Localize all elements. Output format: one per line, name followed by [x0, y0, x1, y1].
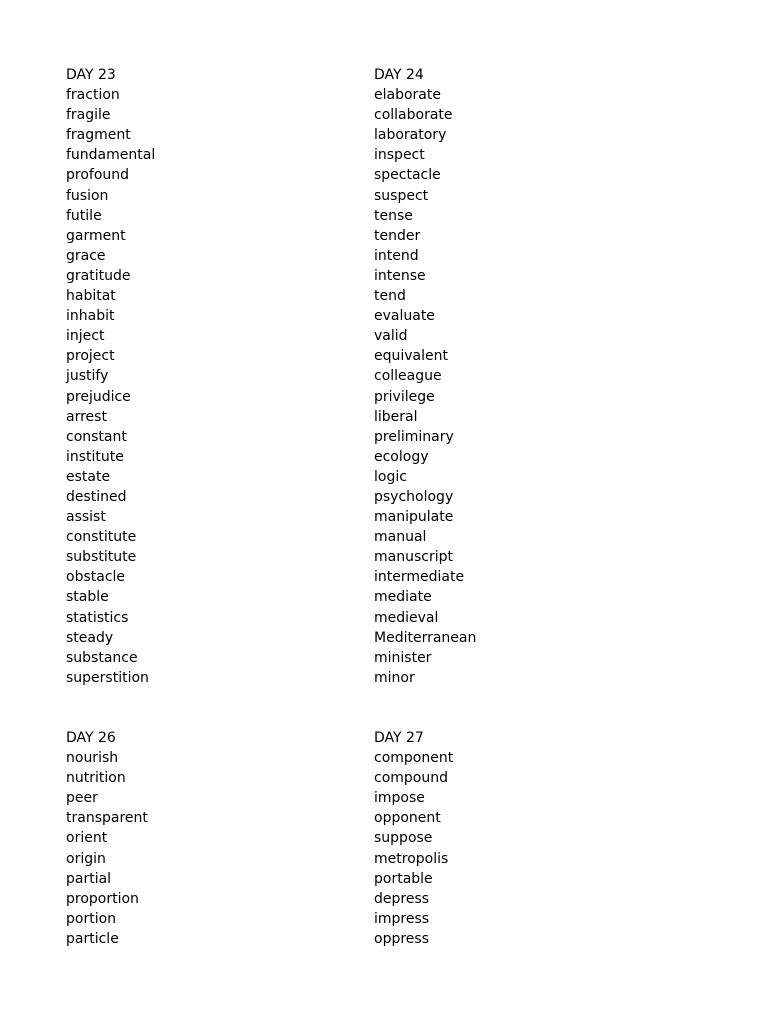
vocab-meaning — [528, 487, 682, 507]
vocab-word: fusion — [66, 187, 109, 204]
vocab-row — [374, 527, 682, 547]
vocab-word: prejudice — [66, 388, 131, 405]
vocab-word: suppose — [374, 830, 433, 847]
vocab-meaning — [528, 467, 682, 487]
vocab-meaning — [528, 527, 682, 547]
vocab-row — [374, 828, 682, 848]
vocab-row — [374, 145, 682, 165]
vocab-row — [66, 366, 374, 386]
vocab-word: compound — [374, 770, 448, 787]
vocab-row — [374, 929, 682, 949]
vocab-meaning — [528, 748, 682, 768]
vocab-word: constant — [66, 428, 127, 445]
vocab-word: statistics — [66, 609, 129, 626]
vocab-row — [66, 648, 374, 668]
vocab-row — [66, 608, 374, 628]
vocab-word: substitute — [66, 549, 137, 566]
vocab-meaning — [220, 226, 374, 246]
vocab-row — [374, 587, 682, 607]
vocab-meaning — [220, 808, 374, 828]
vocab-word: particle — [66, 930, 119, 947]
vocab-word: inspect — [374, 147, 425, 164]
vocab-row — [374, 206, 682, 226]
vocab-meaning — [220, 206, 374, 226]
day-24-section — [374, 65, 682, 688]
vocab-word: superstition — [66, 669, 149, 686]
vocab-row — [374, 889, 682, 909]
vocab-word: garment — [66, 227, 126, 244]
vocab-word: minor — [374, 669, 415, 686]
vocab-meaning — [220, 366, 374, 386]
vocab-meaning — [528, 346, 682, 366]
vocab-meaning — [528, 849, 682, 869]
vocab-row — [66, 889, 374, 909]
vocab-row — [374, 547, 682, 567]
vocab-meaning — [220, 346, 374, 366]
vocab-row — [66, 186, 374, 206]
vocab-row — [374, 447, 682, 467]
vocab-meaning — [220, 567, 374, 587]
section-title: DAY 24 — [374, 67, 424, 83]
vocab-word: oppress — [374, 930, 429, 947]
vocab-row — [66, 427, 374, 447]
vocab-row — [374, 628, 682, 648]
vocab-row — [66, 828, 374, 848]
vocab-word: impose — [374, 790, 425, 807]
vocab-row — [374, 487, 682, 507]
vocab-word: constitute — [66, 529, 137, 546]
vocab-word: destined — [66, 488, 127, 505]
vocab-word: stable — [66, 589, 109, 606]
vocab-row — [66, 587, 374, 607]
vocab-meaning — [528, 447, 682, 467]
vocab-meaning — [220, 145, 374, 165]
vocab-row — [66, 266, 374, 286]
vocab-word: laboratory — [374, 127, 447, 144]
vocab-meaning — [528, 366, 682, 386]
vocab-meaning — [528, 869, 682, 889]
vocab-meaning — [528, 788, 682, 808]
vocab-word: inject — [66, 328, 105, 345]
vocab-meaning — [528, 768, 682, 788]
vocab-row — [374, 427, 682, 447]
vocab-meaning — [220, 648, 374, 668]
vocab-meaning — [220, 768, 374, 788]
vocab-word: manual — [374, 529, 427, 546]
vocab-row — [374, 85, 682, 105]
vocab-meaning — [528, 165, 682, 185]
vocab-row — [374, 387, 682, 407]
vocab-row — [374, 608, 682, 628]
vocab-row — [374, 467, 682, 487]
vocab-row — [66, 306, 374, 326]
vocab-row — [374, 165, 682, 185]
vocab-word: depress — [374, 890, 430, 907]
vocab-row — [374, 648, 682, 668]
vocab-word: manuscript — [374, 549, 453, 566]
vocab-row — [374, 788, 682, 808]
vocab-row — [66, 487, 374, 507]
vocab-word: intense — [374, 267, 426, 284]
vocab-meaning — [220, 788, 374, 808]
vocab-row — [66, 849, 374, 869]
vocab-word: habitat — [66, 288, 116, 305]
vocab-word: liberal — [374, 408, 418, 425]
vocab-meaning — [528, 889, 682, 909]
vocab-word: grace — [66, 247, 106, 264]
vocab-word: minister — [374, 649, 432, 666]
vocab-word: assist — [66, 509, 106, 526]
vocab-meaning — [220, 527, 374, 547]
vocab-meaning — [528, 206, 682, 226]
vocab-row — [66, 507, 374, 527]
vocab-word: justify — [66, 368, 109, 385]
vocab-word: ecology — [374, 448, 429, 465]
vocab-meaning — [220, 266, 374, 286]
vocab-row — [374, 567, 682, 587]
vocab-meaning — [220, 246, 374, 266]
vocab-word: nutrition — [66, 770, 126, 787]
vocab-meaning — [220, 85, 374, 105]
vocab-row — [66, 909, 374, 929]
vocab-row — [66, 768, 374, 788]
vocab-row — [374, 306, 682, 326]
vocab-word: fundamental — [66, 147, 156, 164]
section-title: DAY 23 — [66, 67, 116, 83]
vocab-meaning — [220, 286, 374, 306]
vocab-meaning — [220, 869, 374, 889]
vocab-meaning — [528, 929, 682, 949]
vocab-row — [66, 929, 374, 949]
vocab-word: fragment — [66, 127, 131, 144]
vocab-word: portion — [66, 910, 117, 927]
vocab-meaning — [528, 668, 682, 688]
vocab-row — [374, 346, 682, 366]
vocab-meaning — [528, 266, 682, 286]
vocab-word: Mediterranean — [374, 629, 477, 646]
vocab-meaning — [220, 105, 374, 125]
vocab-meaning — [220, 849, 374, 869]
vocab-row — [66, 527, 374, 547]
vocab-row — [66, 668, 374, 688]
vocab-meaning — [528, 808, 682, 828]
vocab-row — [66, 326, 374, 346]
vocab-word: inhabit — [66, 308, 115, 325]
vocab-row — [66, 85, 374, 105]
vocab-row — [66, 628, 374, 648]
vocab-meaning — [528, 226, 682, 246]
vocab-row — [374, 246, 682, 266]
vocab-row — [374, 507, 682, 527]
vocab-row — [374, 326, 682, 346]
section-title: DAY 26 — [66, 730, 116, 746]
vocab-word: mediate — [374, 589, 432, 606]
vocab-word: proportion — [66, 890, 139, 907]
vocab-row — [66, 346, 374, 366]
vocab-meaning — [220, 828, 374, 848]
day-26-section — [66, 728, 374, 949]
vocab-word: manipulate — [374, 509, 454, 526]
vocab-meaning — [528, 85, 682, 105]
vocab-word: intermediate — [374, 569, 465, 586]
vocab-meaning — [528, 507, 682, 527]
vocab-word: partial — [66, 870, 112, 887]
vocab-meaning — [528, 246, 682, 266]
vocab-word: elaborate — [374, 87, 441, 104]
vocab-word: nourish — [66, 750, 119, 767]
vocab-word: tense — [374, 207, 413, 224]
vocab-meaning — [220, 407, 374, 427]
vocab-word: portable — [374, 870, 433, 887]
vocab-word: transparent — [66, 810, 148, 827]
vocab-row — [66, 547, 374, 567]
vocab-meaning — [220, 467, 374, 487]
vocab-meaning — [220, 748, 374, 768]
vocab-meaning — [528, 427, 682, 447]
vocab-meaning — [528, 909, 682, 929]
vocab-row — [374, 105, 682, 125]
vocab-word: metropolis — [374, 850, 449, 867]
vocab-word: opponent — [374, 810, 441, 827]
vocab-row — [374, 266, 682, 286]
vocab-word: preliminary — [374, 428, 454, 445]
vocab-word: component — [374, 750, 454, 767]
vocab-meaning — [528, 306, 682, 326]
vocab-meaning — [220, 668, 374, 688]
vocab-word: peer — [66, 790, 98, 807]
vocab-row — [374, 808, 682, 828]
vocab-meaning — [528, 828, 682, 848]
vocab-row — [66, 869, 374, 889]
vocab-meaning — [528, 125, 682, 145]
vocab-row — [66, 226, 374, 246]
vocab-row — [66, 286, 374, 306]
vocab-row — [66, 567, 374, 587]
vocab-meaning — [220, 628, 374, 648]
vocab-meaning — [528, 648, 682, 668]
vocab-word: obstacle — [66, 569, 126, 586]
vocab-word: origin — [66, 850, 106, 867]
vocab-row — [374, 768, 682, 788]
vocab-meaning — [220, 487, 374, 507]
vocab-word: impress — [374, 910, 430, 927]
vocab-word: evaluate — [374, 308, 435, 325]
vocab-meaning — [528, 628, 682, 648]
vocab-meaning — [528, 145, 682, 165]
vocab-meaning — [528, 186, 682, 206]
vocab-word: colleague — [374, 368, 442, 385]
vocab-word: substance — [66, 649, 138, 666]
vocab-meaning — [220, 587, 374, 607]
vocab-meaning — [220, 608, 374, 628]
vocab-meaning — [528, 567, 682, 587]
vocab-word: fraction — [66, 87, 120, 104]
vocab-row — [374, 407, 682, 427]
vocab-meaning — [220, 306, 374, 326]
vocab-row — [374, 869, 682, 889]
vocab-meaning — [220, 326, 374, 346]
vocab-meaning — [220, 547, 374, 567]
vocab-meaning — [528, 286, 682, 306]
vocab-word: equivalent — [374, 348, 448, 365]
vocab-meaning — [528, 326, 682, 346]
vocab-meaning — [220, 186, 374, 206]
vocab-row — [66, 748, 374, 768]
vocab-row — [374, 125, 682, 145]
vocab-row — [66, 387, 374, 407]
vocab-row — [66, 145, 374, 165]
vocab-meaning — [528, 105, 682, 125]
vocab-meaning — [220, 165, 374, 185]
vocab-row — [66, 788, 374, 808]
vocab-word: suspect — [374, 187, 429, 204]
vocab-row — [374, 909, 682, 929]
day-23-section — [66, 65, 374, 688]
vocab-row — [66, 165, 374, 185]
vocab-word: arrest — [66, 408, 107, 425]
vocab-row — [374, 668, 682, 688]
vocab-word: tend — [374, 288, 406, 305]
vocab-row — [374, 186, 682, 206]
vocab-word: spectacle — [374, 167, 441, 184]
vocab-row — [66, 105, 374, 125]
vocab-row — [66, 125, 374, 145]
vocab-word: profound — [66, 167, 130, 184]
vocab-meaning — [220, 125, 374, 145]
vocab-meaning — [220, 909, 374, 929]
vocab-word: project — [66, 348, 115, 365]
vocab-meaning — [528, 547, 682, 567]
vocab-row — [66, 467, 374, 487]
vocab-row — [66, 447, 374, 467]
vocab-row — [66, 808, 374, 828]
vocab-row — [374, 286, 682, 306]
vocab-meaning — [220, 929, 374, 949]
vocab-row — [374, 748, 682, 768]
day-27-section — [374, 728, 682, 949]
vocab-row — [374, 849, 682, 869]
vocab-word: intend — [374, 247, 419, 264]
vocab-meaning — [528, 608, 682, 628]
vocab-row — [66, 407, 374, 427]
vocab-word: fragile — [66, 107, 111, 124]
vocab-word: estate — [66, 468, 111, 485]
vocab-meaning — [528, 587, 682, 607]
section-title: DAY 27 — [374, 730, 424, 746]
vocab-word: tender — [374, 227, 421, 244]
vocab-word: orient — [66, 830, 108, 847]
vocab-meaning — [220, 387, 374, 407]
vocab-meaning — [220, 507, 374, 527]
vocab-row — [374, 226, 682, 246]
vocab-word: futile — [66, 207, 102, 224]
vocab-word: logic — [374, 468, 407, 485]
vocab-meaning — [528, 407, 682, 427]
vocab-word: gratitude — [66, 267, 131, 284]
vocab-meaning — [528, 387, 682, 407]
vocab-word: collaborate — [374, 107, 453, 124]
vocab-row — [66, 206, 374, 226]
vocab-row — [66, 246, 374, 266]
vocab-meaning — [220, 889, 374, 909]
vocab-word: steady — [66, 629, 114, 646]
vocab-word: privilege — [374, 388, 435, 405]
vocab-word: medieval — [374, 609, 439, 626]
vocab-word: institute — [66, 448, 124, 465]
vocab-meaning — [220, 447, 374, 467]
vocab-meaning — [220, 427, 374, 447]
vocab-row — [374, 366, 682, 386]
vocab-word: valid — [374, 328, 408, 345]
vocab-word: psychology — [374, 488, 454, 505]
